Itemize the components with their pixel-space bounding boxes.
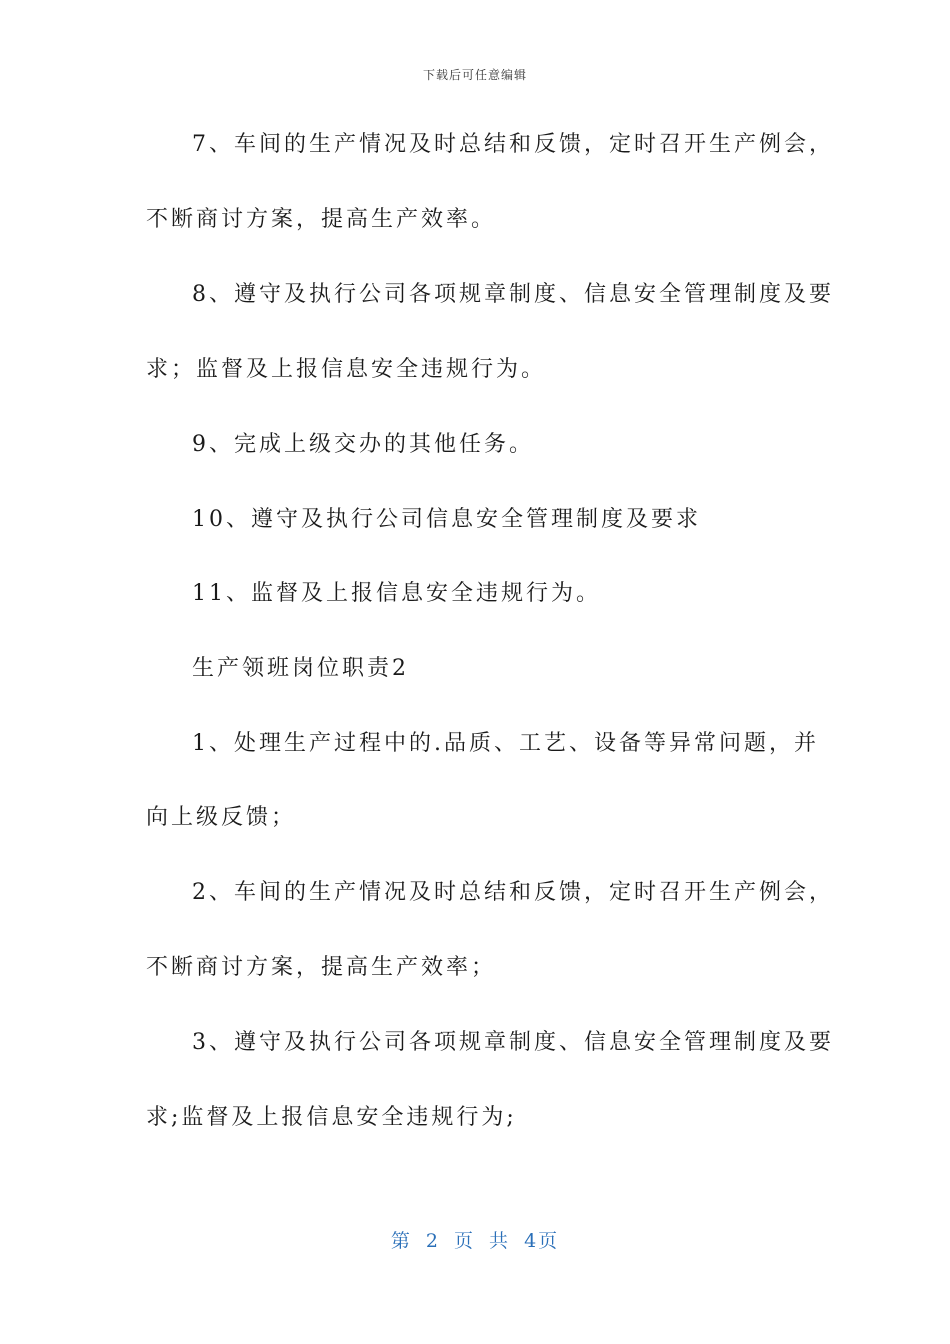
paragraph-line: 向上级反馈； [146,805,297,830]
paragraph-line: 7、车间的生产情况及时总结和反馈，定时召开生产例会， [192,132,834,157]
paragraph-line: 不断商讨方案，提高生产效率； [146,955,497,980]
paragraph-line: 求；监督及上报信息安全违规行为。 [146,357,547,382]
page-number: 第 2 页 共 4页 [390,1230,560,1252]
paragraph-line: 8、遵守及执行公司各项规章制度、信息安全管理制度及要 [192,282,834,307]
paragraph-line: 2、车间的生产情况及时总结和反馈，定时召开生产例会， [192,880,834,905]
paragraph-line: 求;监督及上报信息安全违规行为; [146,1105,517,1130]
section-heading: 生产领班岗位职责2 [192,656,409,681]
paragraph-line: 9、完成上级交办的其他任务。 [192,432,534,457]
paragraph-line: 3、遵守及执行公司各项规章制度、信息安全管理制度及要 [192,1030,834,1055]
paragraph-line: 11、监督及上报信息安全违规行为。 [192,581,601,606]
header-note: 下载后可任意编辑 [422,68,527,82]
paragraph-line: 1、处理生产过程中的.品质、工艺、设备等异常问题，并 [192,731,819,756]
paragraph-line: 10、遵守及执行公司信息安全管理制度及要求 [192,507,701,532]
paragraph-line: 不断商讨方案，提高生产效率。 [146,207,497,232]
